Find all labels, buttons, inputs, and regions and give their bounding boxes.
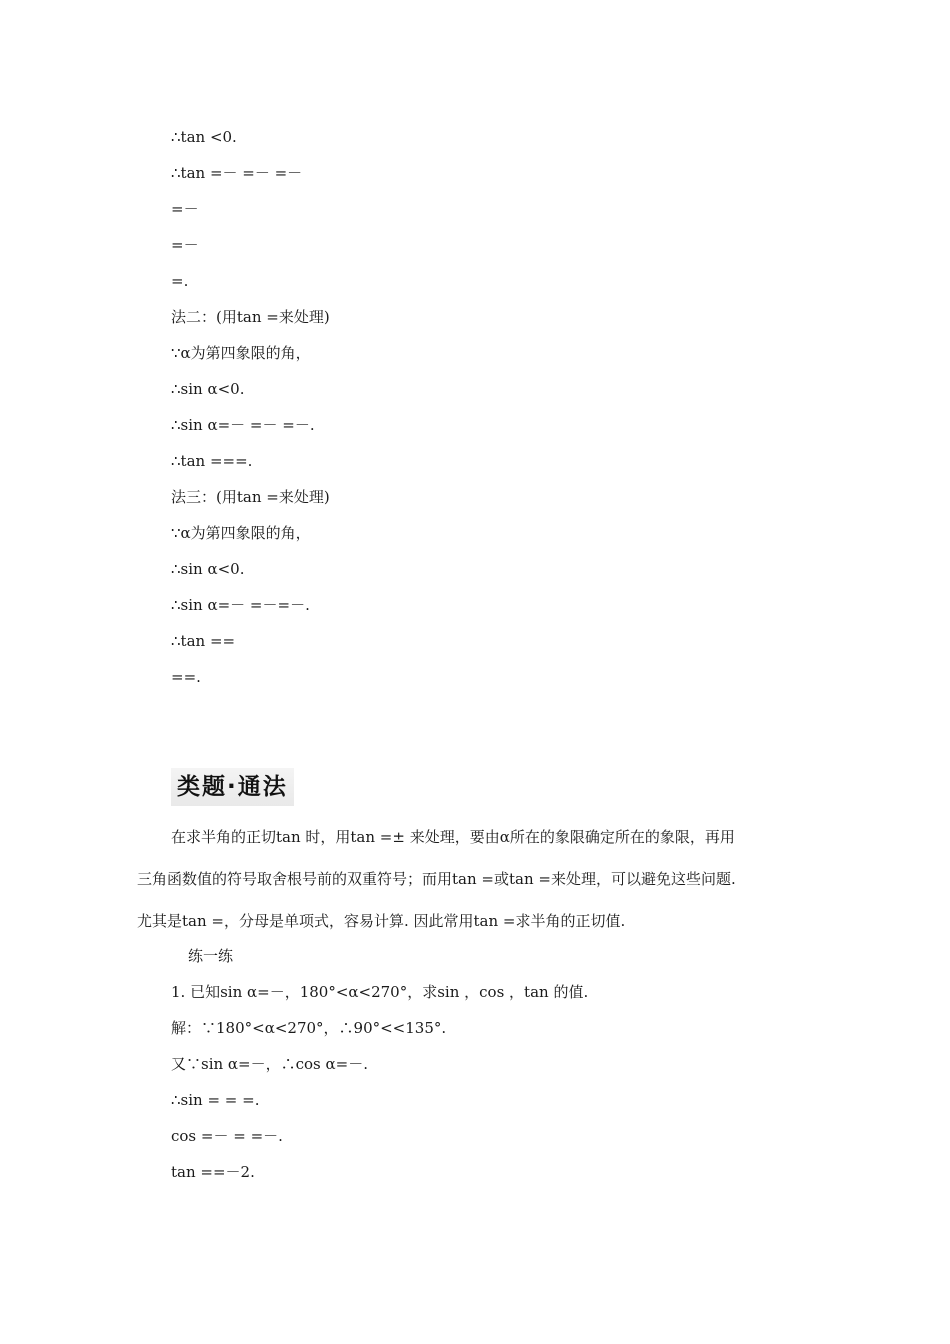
text-line: ∴tan <0. bbox=[171, 128, 237, 146]
text-line: =－ bbox=[171, 200, 199, 218]
summary-line: 在求半角的正切tan 时，用tan =± 来处理，要由α所在的象限确定所在的象限，再用 bbox=[171, 828, 735, 846]
solution-line: cos =－ = =－. bbox=[171, 1127, 283, 1145]
solution-line: 又∵sin α=－，∴cos α=－. bbox=[171, 1055, 368, 1073]
text-line: ∴sin α<0. bbox=[171, 380, 245, 398]
solution-line: 解：∵180°<α<270°，∴90°<<135°. bbox=[171, 1019, 447, 1037]
practice-title: 练一练 bbox=[188, 947, 234, 965]
solution-line: tan ==－2. bbox=[171, 1163, 255, 1181]
text-line: =－ bbox=[171, 236, 199, 254]
text-line: ∴sin α=－ =－ =－. bbox=[171, 416, 315, 434]
text-line: ∴tan =－ =－ =－ bbox=[171, 164, 303, 182]
practice-question: 1. 已知sin α=－，180°<α<270°，求sin ，cos ，tan 的值. bbox=[171, 983, 589, 1001]
text-line: ∵α为第四象限的角， bbox=[171, 344, 311, 362]
text-line: =. bbox=[171, 272, 189, 290]
method-three-label: 法三：(用tan =来处理) bbox=[171, 488, 330, 506]
text-line: ∴tan ===. bbox=[171, 452, 253, 470]
text-line: ==. bbox=[171, 668, 201, 686]
solution-line: ∴sin = = =. bbox=[171, 1091, 260, 1109]
summary-line: 尤其是tan =，分母是单项式，容易计算. 因此常用tan =求半角的正切值. bbox=[137, 912, 626, 930]
text-line: ∴tan == bbox=[171, 632, 236, 650]
text-line: ∴sin α=－ =－=－. bbox=[171, 596, 310, 614]
section-heading: 类题·通法 bbox=[171, 768, 294, 806]
text-line: ∴sin α<0. bbox=[171, 560, 245, 578]
text-line: ∵α为第四象限的角， bbox=[171, 524, 311, 542]
summary-line: 三角函数值的符号取舍根号前的双重符号；而用tan =或tan =来处理，可以避免这些问题. bbox=[137, 870, 736, 888]
method-two-label: 法二：(用tan =来处理) bbox=[171, 308, 330, 326]
